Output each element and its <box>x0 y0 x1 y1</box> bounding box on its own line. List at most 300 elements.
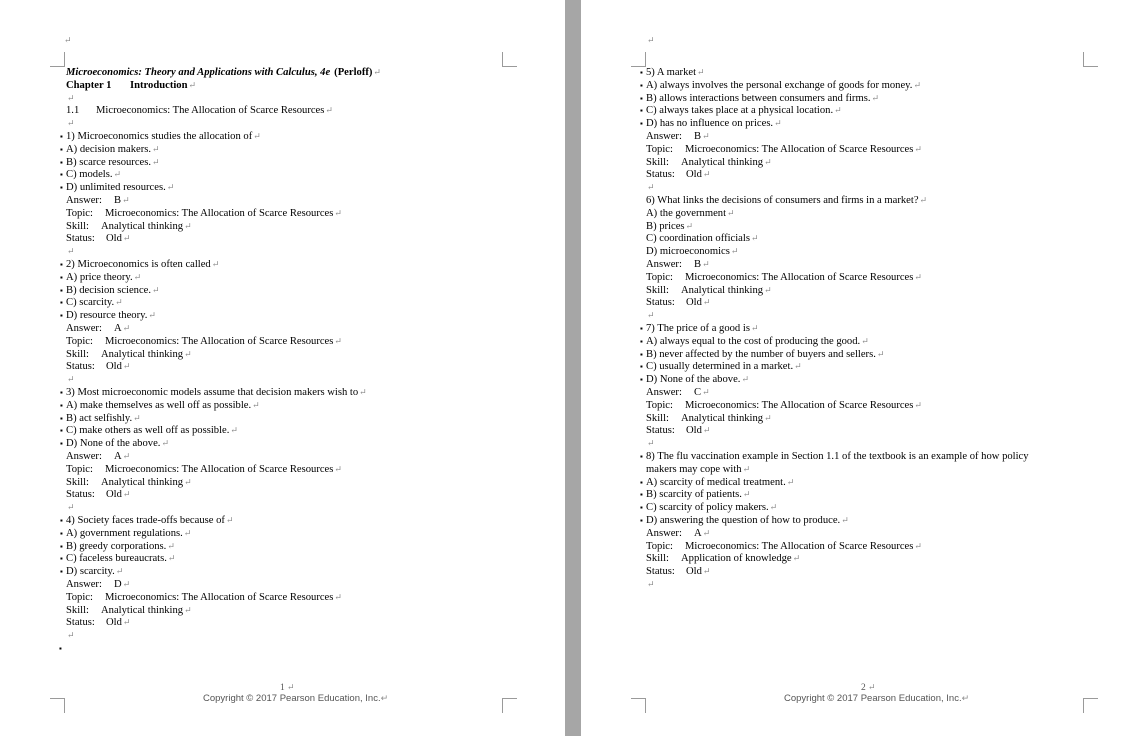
paragraph-mark: ↵ <box>914 540 922 551</box>
bullet-marker: ▪ <box>60 132 63 141</box>
paragraph-mark: ↵ <box>133 412 141 423</box>
paragraph-mark: ↵ <box>913 79 921 90</box>
paragraph-mark: ↵ <box>961 693 970 703</box>
margin-corner-bottom-left <box>50 698 65 713</box>
status-line <box>66 488 130 501</box>
option-text: A) decision makers. <box>66 143 152 155</box>
paragraph-mark: ↵ <box>764 156 772 167</box>
skill-label: Skill: <box>646 553 669 565</box>
book-title: Microeconomics: Theory and Applications with Calculus, 4e <box>66 67 331 78</box>
skill-label: Skill: <box>66 476 89 488</box>
option-text: B) act selfishly. <box>66 412 133 424</box>
topic-line <box>646 143 922 156</box>
topic-line <box>646 271 922 284</box>
question-stem <box>60 130 261 143</box>
answer-line <box>646 258 710 271</box>
paragraph-mark: ↵ <box>184 604 192 615</box>
bullet-marker: ▪ <box>640 336 643 346</box>
paragraph-mark: ↵ <box>702 387 710 397</box>
blank-line <box>66 92 75 105</box>
bullet-marker: ▪ <box>640 106 643 116</box>
book-title-line <box>66 66 381 79</box>
option-text: A) always involves the personal exchange of goods for money. <box>646 79 913 91</box>
paragraph-mark: ↵ <box>919 195 928 205</box>
answer-value: D <box>114 579 122 590</box>
paragraph-mark: ↵ <box>67 630 75 641</box>
option-text: C) models. <box>66 169 113 181</box>
option-text: D) None of the above. <box>66 438 161 450</box>
topic-line <box>646 399 922 412</box>
paragraph-mark: ↵ <box>122 451 131 461</box>
paragraph-mark: ↵ <box>167 540 175 551</box>
option-text: C) coordination officials <box>646 233 750 245</box>
blank-line <box>646 578 655 591</box>
answer-option <box>640 501 778 514</box>
paragraph-mark: ↵ <box>647 438 655 449</box>
paragraph-mark: ↵ <box>122 489 131 500</box>
question-text: 7) The price of a good is <box>646 323 750 334</box>
skill-label: Skill: <box>66 220 89 232</box>
paragraph-mark: ↵ <box>122 361 131 372</box>
paragraph-mark: ↵ <box>727 207 735 218</box>
status-value: Old <box>106 489 122 501</box>
paragraph-mark: ↵ <box>742 489 751 500</box>
paragraph-mark: ↵ <box>685 220 694 231</box>
option-text: B) prices <box>646 220 685 232</box>
skill-line <box>646 156 772 169</box>
paragraph-mark: ↵ <box>122 233 131 244</box>
book-author: (Perloff) <box>334 67 373 78</box>
section-number: 1.1 <box>66 105 80 117</box>
answer-value: A <box>694 527 702 539</box>
status-line <box>646 296 710 309</box>
paragraph-mark: ↵ <box>702 131 710 141</box>
page-number: 1 <box>280 683 285 693</box>
skill-value: Application of knowledge <box>681 553 792 565</box>
question-text: 4) Society faces trade-offs because of <box>66 515 225 526</box>
paragraph-mark: ↵ <box>152 143 160 154</box>
topic-value: Microeconomics: The Allocation of Scarce Resources <box>105 207 334 219</box>
topic-label: Topic: <box>646 271 673 283</box>
option-text: A) price theory. <box>66 271 133 283</box>
answer-option <box>60 527 192 540</box>
skill-line <box>66 604 192 617</box>
answer-line <box>66 194 130 207</box>
status-value: Old <box>106 361 122 373</box>
answer-label: Answer: <box>646 131 682 142</box>
answer-value: B <box>694 131 702 142</box>
answer-option <box>60 284 160 297</box>
paragraph-mark: ↵ <box>359 387 367 397</box>
blank-line <box>66 373 75 386</box>
paragraph-mark: ↵ <box>792 553 801 564</box>
question-stem <box>640 66 705 79</box>
topic-value: Microeconomics: The Allocation of Scarce Resources <box>685 540 914 552</box>
topic-value: Microeconomics: The Allocation of Scarce Resources <box>685 143 914 155</box>
topic-label: Topic: <box>66 335 93 347</box>
blank-line <box>66 245 75 258</box>
section-title: Microeconomics: The Allocation of Scarce Resources <box>96 105 325 117</box>
paragraph-mark: ↵ <box>730 246 739 257</box>
skill-line <box>646 552 800 565</box>
paragraph-mark: ↵ <box>334 207 342 218</box>
question-stem <box>60 514 234 527</box>
answer-label: Answer: <box>66 323 102 334</box>
topic-line <box>66 463 342 476</box>
option-text: B) allows interactions between consumers and firms. <box>646 92 871 104</box>
blank-line <box>646 437 655 450</box>
status-label: Status: <box>66 489 95 501</box>
paragraph-mark: ↵ <box>741 374 749 385</box>
paragraph-mark: ↵ <box>122 617 131 628</box>
bullet-marker: ▪ <box>60 567 63 577</box>
margin-corner-top-right <box>502 52 517 67</box>
paragraph-mark: ↵ <box>750 323 759 333</box>
answer-option <box>60 565 124 578</box>
skill-label: Skill: <box>66 348 89 360</box>
skill-value: Analytical thinking <box>101 220 184 232</box>
skill-value: Analytical thinking <box>101 476 184 488</box>
margin-corner-top-right <box>1083 52 1098 67</box>
skill-line <box>66 476 192 489</box>
status-line <box>66 616 130 629</box>
answer-option <box>60 296 123 309</box>
blank-line <box>646 181 655 194</box>
topic-label: Topic: <box>646 540 673 552</box>
paragraph-mark: ↵ <box>148 310 156 321</box>
option-text: B) decision science. <box>66 284 152 296</box>
answer-option <box>640 117 782 130</box>
bullet-marker: ▪ <box>60 554 63 564</box>
page-footer <box>203 693 388 705</box>
paragraph-mark: ↵ <box>167 553 176 564</box>
answer-option <box>640 348 885 361</box>
answer-option <box>60 412 141 425</box>
answer-option <box>646 207 735 220</box>
answer-line <box>66 450 130 463</box>
bullet-marker: ▪ <box>60 157 63 167</box>
paragraph-mark: ↵ <box>647 579 655 589</box>
answer-value: A <box>114 451 122 462</box>
answer-option <box>640 488 751 501</box>
topic-value: Microeconomics: The Allocation of Scarce Resources <box>105 591 334 603</box>
paragraph-mark: ↵ <box>115 566 124 577</box>
page-number: 2 <box>861 683 866 693</box>
topic-line <box>646 540 922 553</box>
skill-line <box>66 348 192 361</box>
blank-line <box>66 117 75 130</box>
paragraph-mark: ↵ <box>115 297 123 308</box>
bullet-marker: ▪ <box>60 516 63 525</box>
question-text: makers may cope with <box>646 463 742 475</box>
question-stem <box>60 258 220 271</box>
answer-option <box>640 79 921 92</box>
paragraph-mark: ↵ <box>252 399 260 410</box>
paragraph-mark: ↵ <box>834 105 842 116</box>
topic-label: Topic: <box>646 143 673 155</box>
paragraph-mark: ↵ <box>750 233 759 244</box>
paragraph-mark: ↵ <box>152 156 160 167</box>
paragraph-mark: ↵ <box>334 463 342 474</box>
paragraph-mark: ↵ <box>67 118 75 129</box>
paragraph-mark: ↵ <box>764 412 772 423</box>
status-label: Status: <box>646 169 675 181</box>
status-value: Old <box>686 169 702 181</box>
status-label: Status: <box>646 425 675 437</box>
bullet-marker: ▪ <box>640 349 643 359</box>
option-text: B) never affected by the number of buyers and sellers. <box>646 348 876 360</box>
topic-value: Microeconomics: The Allocation of Scarce Resources <box>105 335 334 347</box>
bullet-marker: ▪ <box>60 439 63 449</box>
answer-value: B <box>694 259 702 270</box>
bullet-marker: ▪ <box>60 285 63 295</box>
bullet-marker: ▪ <box>640 503 643 513</box>
skill-value: Analytical thinking <box>681 412 764 424</box>
paragraph-mark: ↵ <box>184 476 192 487</box>
bullet-marker: ▪ <box>60 144 63 154</box>
footer-copyright: Copyright © 2017 Pearson Education, Inc. <box>203 693 381 704</box>
skill-value: Analytical thinking <box>101 604 184 616</box>
status-value: Old <box>106 233 122 245</box>
status-value: Old <box>686 425 702 437</box>
blank-line <box>646 309 655 322</box>
paragraph-mark: ↵ <box>225 515 234 525</box>
option-text: C) scarcity. <box>66 297 115 309</box>
answer-label: Answer: <box>646 387 682 398</box>
bullet-marker: ▪ <box>60 260 63 269</box>
answer-option <box>640 92 880 105</box>
topic-label: Topic: <box>66 463 93 475</box>
status-line <box>646 565 710 578</box>
paragraph-mark: ↵ <box>868 682 876 692</box>
answer-label: Answer: <box>66 451 102 462</box>
status-label: Status: <box>66 233 95 245</box>
status-label: Status: <box>646 297 675 309</box>
answer-label: Answer: <box>66 195 102 206</box>
answer-option <box>60 271 142 284</box>
question-text: 1) Microeconomics studies the allocation of <box>66 131 253 142</box>
answer-option <box>60 437 169 450</box>
paragraph-mark: ↵ <box>702 566 711 577</box>
paragraph-mark: ↵ <box>871 92 880 103</box>
option-text: B) scarcity of patients. <box>646 489 742 501</box>
bullet-marker: ▪ <box>60 298 63 308</box>
option-text: D) unlimited resources. <box>66 182 166 194</box>
bullet-marker: ▪ <box>640 93 643 103</box>
skill-value: Analytical thinking <box>681 284 764 296</box>
answer-option <box>640 104 842 117</box>
margin-corner-top-left <box>50 52 65 67</box>
skill-label: Skill: <box>646 156 669 168</box>
bullet-marker: ▪ <box>640 375 643 385</box>
status-line <box>66 360 130 373</box>
paragraph-mark: ↵ <box>64 35 72 45</box>
paragraph-mark: ↵ <box>230 425 238 436</box>
paragraph-mark: ↵ <box>188 79 197 90</box>
question-text: 5) A market <box>646 67 697 78</box>
paragraph-mark: ↵ <box>769 502 778 513</box>
topic-line <box>66 335 342 348</box>
status-line <box>646 424 710 437</box>
option-text: A) always equal to the cost of producing the good. <box>646 335 861 347</box>
margin-corner-bottom-left <box>631 698 646 713</box>
option-text: A) make themselves as well off as possible. <box>66 399 252 411</box>
margin-corner-bottom-right <box>1083 698 1098 713</box>
answer-option <box>640 476 795 489</box>
bullet-marker: ▪ <box>640 324 643 333</box>
paragraph-mark: ↵ <box>861 335 869 346</box>
bullet-marker: ▪ <box>59 644 62 653</box>
paragraph-mark: ↵ <box>702 169 711 180</box>
answer-value: C <box>694 387 702 398</box>
paragraph-mark: ↵ <box>122 195 130 205</box>
status-label: Status: <box>646 566 675 578</box>
paragraph-mark: ↵ <box>702 297 711 308</box>
bullet-marker: ▪ <box>640 490 643 500</box>
bullet-marker: ▪ <box>60 272 63 282</box>
topic-value: Microeconomics: The Allocation of Scarce Resources <box>105 463 334 475</box>
bullet-marker: ▪ <box>60 170 63 180</box>
answer-label: Answer: <box>646 259 682 270</box>
margin-corner-bottom-right <box>502 698 517 713</box>
paragraph-mark: ↵ <box>325 105 333 116</box>
topic-label: Topic: <box>66 591 93 603</box>
option-text: C) make others as well off as possible. <box>66 425 230 437</box>
paragraph-mark: ↵ <box>774 118 782 129</box>
answer-option <box>640 335 869 348</box>
paragraph-mark: ↵ <box>334 591 342 602</box>
paragraph-mark: ↵ <box>183 527 192 538</box>
paragraph-mark: ↵ <box>914 143 922 154</box>
option-text: A) scarcity of medical treatment. <box>646 476 786 488</box>
bullet-marker: ▪ <box>640 80 643 90</box>
bullet-marker: ▪ <box>60 426 63 436</box>
question-stem <box>646 194 927 207</box>
paragraph-mark: ↵ <box>67 92 75 103</box>
option-text: D) answering the question of how to produce. <box>646 515 841 526</box>
blank-line <box>66 501 75 514</box>
answer-option <box>646 232 759 245</box>
answer-option <box>646 245 738 258</box>
answer-line <box>646 527 710 540</box>
paragraph-mark: ↵ <box>161 438 169 449</box>
option-text: D) resource theory. <box>66 310 148 322</box>
paragraph-mark: ↵ <box>764 284 772 295</box>
option-text: D) microeconomics <box>646 246 730 258</box>
answer-option <box>60 156 160 169</box>
answer-option <box>60 552 176 565</box>
paragraph-mark: ↵ <box>211 259 220 269</box>
answer-label: Answer: <box>66 579 102 590</box>
paragraph-mark: ↵ <box>122 323 131 333</box>
paragraph-mark: ↵ <box>702 425 711 436</box>
paragraph-mark: ↵ <box>647 35 655 45</box>
option-text: D) None of the above. <box>646 374 741 386</box>
bullet-marker: ▪ <box>60 541 63 551</box>
skill-label: Skill: <box>646 412 669 424</box>
bullet-marker: ▪ <box>640 119 643 129</box>
chapter-heading <box>66 79 196 92</box>
status-value: Old <box>106 617 122 629</box>
answer-option <box>60 424 238 437</box>
paragraph-mark: ↵ <box>647 182 655 193</box>
paragraph-mark: ↵ <box>373 67 381 77</box>
skill-value: Analytical thinking <box>101 348 184 360</box>
question-text: 6) What links the decisions of consumers and firms in a market? <box>646 195 919 206</box>
paragraph-mark: ↵ <box>287 682 295 692</box>
paragraph-mark: ↵ <box>184 348 192 359</box>
answer-option <box>60 168 122 181</box>
paragraph-mark: ↵ <box>702 527 711 538</box>
blank-line <box>66 629 75 642</box>
paragraph-mark: ↵ <box>152 284 160 295</box>
answer-line <box>646 386 710 399</box>
paragraph-mark: ↵ <box>794 361 802 372</box>
answer-value: B <box>114 195 122 206</box>
paragraph-mark: ↵ <box>702 259 710 269</box>
option-text: B) scarce resources. <box>66 156 151 168</box>
paragraph-mark: ↵ <box>253 131 261 141</box>
paragraph-mark: ↵ <box>876 348 885 359</box>
answer-option <box>60 181 175 194</box>
topic-value: Microeconomics: The Allocation of Scarce Resources <box>685 271 914 283</box>
answer-option <box>60 143 160 156</box>
paragraph-mark: ↵ <box>67 246 75 257</box>
bullet-marker: ▪ <box>60 413 63 423</box>
status-line <box>66 232 130 245</box>
status-value: Old <box>686 566 702 578</box>
answer-option <box>60 399 260 412</box>
answer-line <box>66 322 130 335</box>
paragraph-mark: ↵ <box>647 310 655 321</box>
document-page-2 <box>581 0 1146 736</box>
option-text: C) always takes place at a physical location. <box>646 105 834 117</box>
topic-line <box>66 591 342 604</box>
option-text: C) usually determined in a market. <box>646 361 794 373</box>
question-text: 2) Microeconomics is often called <box>66 259 211 270</box>
bullet-marker: ▪ <box>640 362 643 372</box>
bullet-marker: ▪ <box>640 477 643 487</box>
margin-corner-top-left <box>631 52 646 67</box>
paragraph-mark: ↵ <box>786 476 795 487</box>
option-text: C) scarcity of policy makers. <box>646 502 769 514</box>
answer-label: Answer: <box>646 527 682 539</box>
topic-line <box>66 207 342 220</box>
topic-label: Topic: <box>646 399 673 411</box>
status-line <box>646 168 710 181</box>
answer-option <box>60 309 156 322</box>
topic-label: Topic: <box>66 207 93 219</box>
question-text: 8) The flu vaccination example in Section 1.1 of the textbook is an example of how policy <box>646 451 1029 462</box>
answer-option <box>646 220 693 233</box>
bullet-marker: ▪ <box>640 452 643 461</box>
paragraph-mark: ↵ <box>67 374 75 385</box>
chapter-label: Chapter 1 <box>66 79 112 91</box>
answer-line <box>646 130 710 143</box>
page-footer <box>784 693 969 705</box>
paragraph-mark: ↵ <box>697 67 705 77</box>
status-label: Status: <box>66 617 95 629</box>
paragraph-mark: ↵ <box>914 271 922 282</box>
question-stem-continued <box>646 463 750 476</box>
paragraph-mark: ↵ <box>133 271 142 282</box>
paragraph-mark: ↵ <box>184 220 192 231</box>
paragraph-mark: ↵ <box>166 182 175 193</box>
option-text: B) greedy corporations. <box>66 540 167 552</box>
question-stem <box>60 386 367 399</box>
paragraph-mark: ↵ <box>380 693 389 703</box>
paragraph-mark: ↵ <box>122 579 131 589</box>
